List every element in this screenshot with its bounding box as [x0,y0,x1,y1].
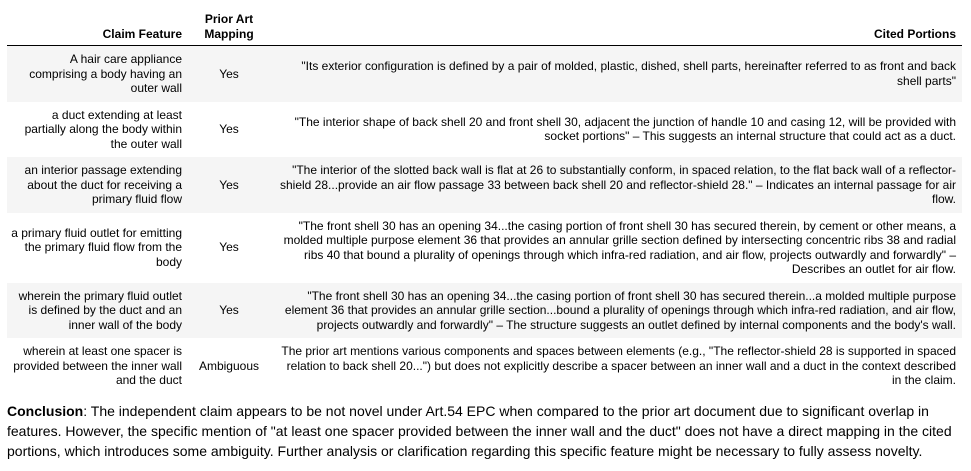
cited-portion-cell: "The front shell 30 has an opening 34...the casing portion of front shell 30 has secured therein...a molded multiple purpose element 36 that provides an annular grille section...bound a plurality of openings through which infra-red radiation, and air flow, projects outwardly and forwardly" – The structure suggests an outlet defined by internal components and the body's wall. [272,283,962,339]
conclusion-label: Conclusion [7,403,84,419]
mapping-cell: Yes [219,122,239,136]
claim-feature-cell: a primary fluid outlet for emitting the primary fluid flow from the body [11,225,182,269]
mapping-cell: Yes [188,283,272,339]
table-row [7,283,962,339]
table-row [7,213,962,283]
header-cited-portions: Cited Portions [272,10,962,46]
mapping-cell: Ambiguous [198,358,260,373]
mapping-cell: Yes [188,46,272,102]
table-row [7,157,962,213]
claim-mapping-table [7,10,962,394]
claim-feature-cell: wherein the primary fluid outlet is defined by the duct and an inner wall of the body [7,283,188,339]
cited-portion-cell: "The interior shape of back shell 20 and front shell 30, adjacent the junction of handle 10 and casing 12, will be provided with socket portions" – This suggests an internal structure that could act as a duct. [294,114,956,144]
conclusion-text: : The independent claim appears to be not novel under Art.54 EPC when compared to the prior art document due to significant overlap in features. However, the specific mention of "at least one spacer provided between the inner wall and the duct" does not have a direct mapping in the cited portions, which introduces some ambiguity. Further analysis or clarification regarding this specific feature might be necessary to fully assess novelty. [7,403,952,459]
mapping-cell: Yes [188,157,272,213]
cited-portion-cell: "The front shell 30 has an opening 34...the casing portion of front shell 30 has secured therein, by cement or other means, a molded multiple purpose element 36 that provides an annular grille section defined by intersecting concentric ribs 38 and radial ribs 40 that bound a plurality of openings through which infra-red radiation, and air flow, projects outwardly and forwardly" – Describes an outlet for air flow. [283,218,956,276]
cited-portion-cell: "Its exterior configuration is defined by a pair of molded, plastic, dished, shell parts, hereinafter referred to as front and back shell parts" [272,46,962,102]
table-row [7,338,962,394]
cited-portion-cell: The prior art mentions various components and spaces between elements (e.g., "The reflector-shield 28 is supported in spaced relation to back shell 20...") but does not explicitly describe a spacer between an inner wall and a duct in the context described in the claim. [281,344,956,387]
table-row [7,102,962,158]
claim-feature-cell: A hair care appliance comprising a body having an outer wall [7,46,188,102]
claim-feature-cell: wherein at least one spacer is provided between the inner wall and the duct [13,344,182,387]
mapping-cell: Yes [219,240,239,255]
table-header-row [7,10,962,46]
table-row [7,46,962,102]
conclusion-paragraph [7,401,952,461]
claim-feature-cell: an interior passage extending about the duct for receiving a primary fluid flow [7,157,188,213]
cited-portion-cell: "The interior of the slotted back wall is flat at 26 to substantially conform, in spaced relation, to the flat back wall of a reflector-shield 28...provide an air flow passage 33 between back shell 20 and reflector-shield 28." – Indicates an internal passage for air flow. [272,157,962,213]
header-claim-feature: Claim Feature [7,10,188,46]
header-prior-art-mapping: Prior Art Mapping [188,10,272,46]
claim-feature-cell: a duct extending at least partially along the body within the outer wall [24,107,182,151]
